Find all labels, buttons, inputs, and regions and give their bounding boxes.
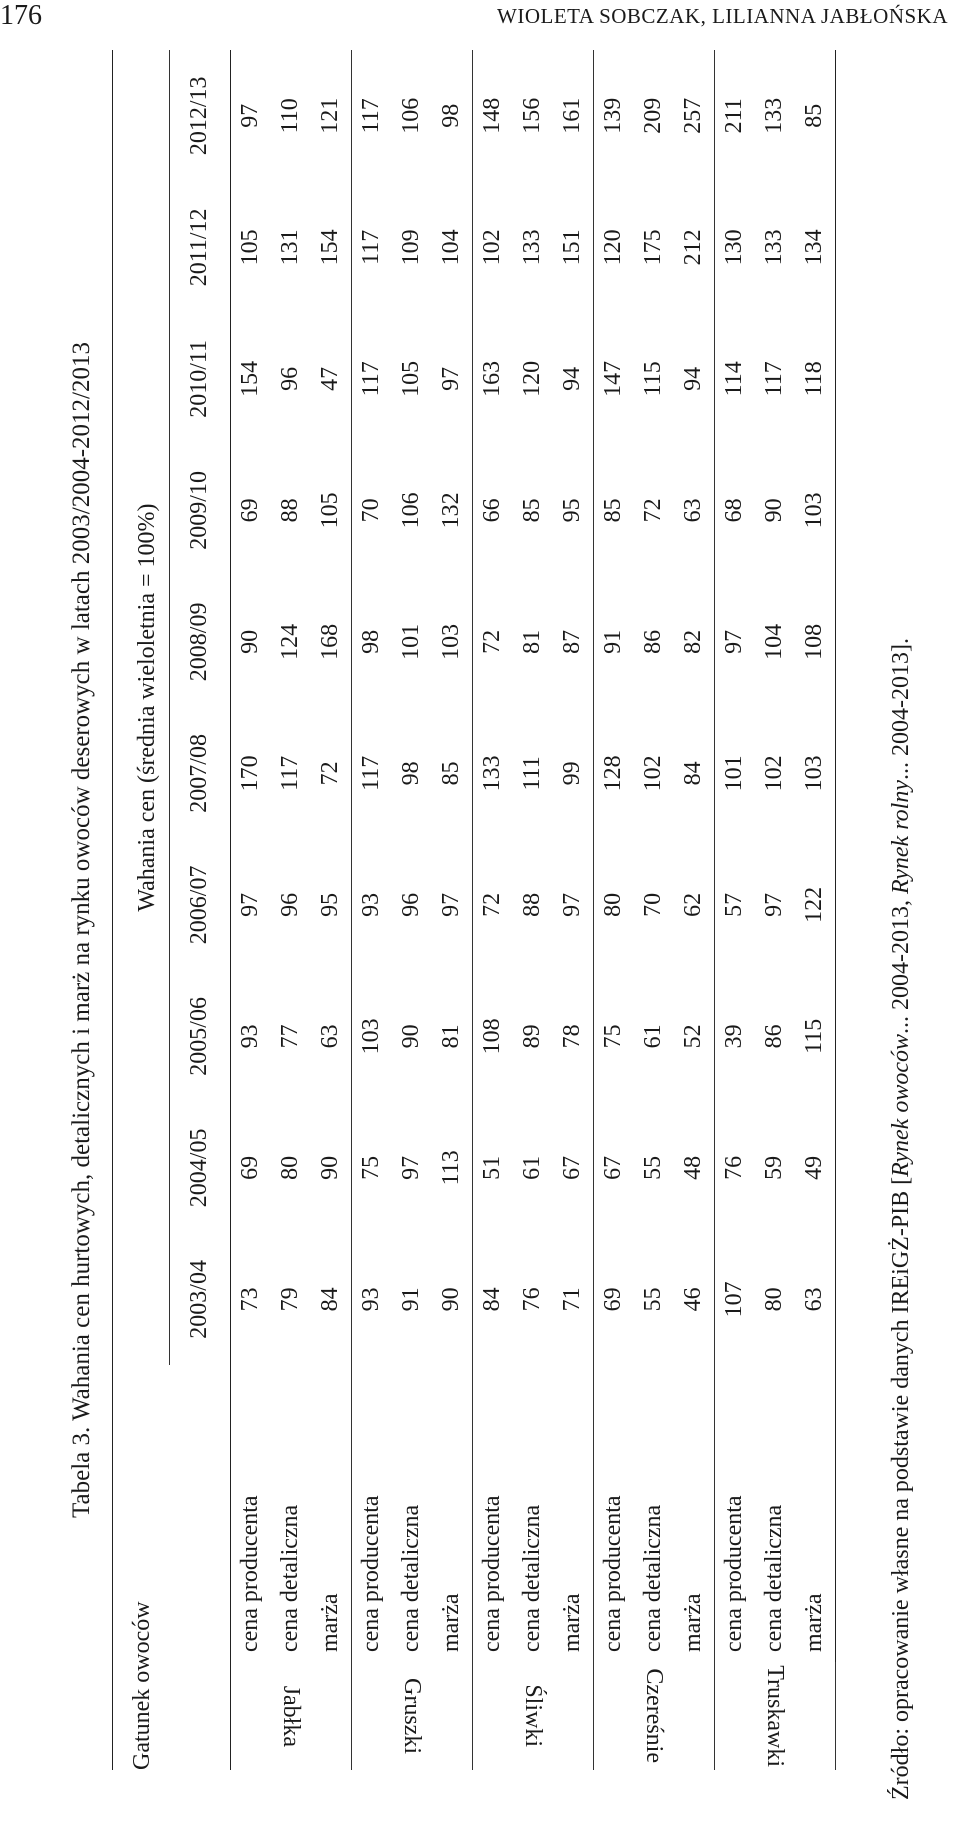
value-cell: 80	[277, 1155, 303, 1180]
value-cell: 161	[553, 50, 594, 182]
row-label: cena producenta	[237, 1495, 263, 1653]
table-row	[795, 50, 836, 1770]
row-label: marża	[432, 1365, 473, 1662]
value-cell: 154	[311, 182, 352, 314]
value-cell: 120	[600, 229, 626, 266]
value-cell: 72	[479, 892, 505, 917]
value-cell: 108	[479, 1018, 505, 1055]
value-cell: 97	[553, 839, 594, 971]
value-cell: 57	[721, 892, 747, 917]
row-label: cena producenta	[721, 1495, 747, 1653]
running-head: WIOLETA SOBCZAK, LILIANNA JABŁOŃSKA	[497, 4, 948, 28]
value-cell: 97	[398, 1155, 424, 1180]
value-cell: 72	[479, 629, 505, 654]
table-row	[714, 50, 755, 1770]
value-cell: 103	[432, 576, 473, 708]
value-cell: 80	[600, 892, 626, 917]
value-cell: 111	[519, 756, 545, 791]
value-cell: 96	[398, 892, 424, 917]
row-label: marża	[795, 1365, 836, 1662]
value-cell: 52	[674, 971, 715, 1103]
row-label: cena detaliczna	[519, 1504, 545, 1653]
value-cell: 95	[553, 445, 594, 577]
value-cell: 94	[674, 313, 715, 445]
value-cell: 84	[311, 1234, 352, 1366]
value-cell: 117	[277, 755, 303, 791]
value-cell: 103	[795, 445, 836, 577]
value-cell: 115	[640, 361, 666, 397]
value-cell: 59	[761, 1155, 787, 1180]
value-cell: 51	[479, 1155, 505, 1180]
value-cell: 151	[553, 182, 594, 314]
source-suffix: ... 2004-2013].	[888, 638, 914, 781]
value-cell: 93	[237, 1024, 263, 1049]
value-cell: 55	[640, 1287, 666, 1312]
table-row	[432, 50, 473, 1770]
value-cell: 117	[358, 229, 384, 265]
value-cell: 104	[761, 623, 787, 660]
value-cell: 91	[398, 1287, 424, 1312]
fruit-label: Gruszki	[399, 1678, 425, 1755]
value-cell: 114	[721, 361, 747, 397]
value-cell: 132	[432, 445, 473, 577]
fruit-label-cell	[714, 1662, 835, 1770]
fruit-label-cell	[351, 1662, 472, 1770]
table-row	[593, 50, 634, 1770]
value-cell: 133	[479, 755, 505, 792]
year-header: 2005/06	[169, 971, 230, 1103]
fruit-label: Śliwki	[520, 1684, 546, 1748]
value-cell: 77	[277, 1024, 303, 1049]
value-cell: 90	[761, 498, 787, 523]
value-cell: 124	[277, 623, 303, 660]
value-cell: 107	[721, 1281, 747, 1318]
rotated-table-page	[48, 60, 928, 1800]
row-label: cena detaliczna	[277, 1504, 303, 1653]
value-cell: 94	[553, 313, 594, 445]
fruit-label: Truskawki	[762, 1665, 788, 1767]
value-cell: 163	[479, 360, 505, 397]
value-cell: 96	[277, 366, 303, 391]
value-cell: 148	[479, 97, 505, 134]
value-cell: 81	[432, 971, 473, 1103]
value-cell: 103	[358, 1018, 384, 1055]
row-label: marża	[674, 1365, 715, 1662]
value-cell: 85	[519, 498, 545, 523]
year-header: 2007/08	[169, 708, 230, 840]
year-header: 2008/09	[169, 576, 230, 708]
table-row	[634, 50, 674, 1770]
value-cell: 117	[761, 361, 787, 397]
value-cell: 120	[519, 360, 545, 397]
value-cell: 118	[795, 313, 836, 445]
value-cell: 55	[640, 1155, 666, 1180]
source-prefix: Źródło: opracowanie własne na podstawie danych IREiGŻ-PIB [	[888, 1176, 914, 1800]
value-cell: 86	[761, 1024, 787, 1049]
years-header-row	[169, 50, 230, 1770]
value-cell: 209	[640, 97, 666, 134]
value-cell: 88	[519, 892, 545, 917]
fruit-label: Jabłka	[278, 1685, 304, 1747]
value-cell: 63	[674, 445, 715, 577]
page-number: 176	[0, 0, 42, 31]
value-cell: 76	[519, 1287, 545, 1312]
value-cell: 67	[553, 1102, 594, 1234]
value-cell: 90	[398, 1024, 424, 1049]
value-cell: 85	[432, 708, 473, 840]
value-cell: 97	[237, 892, 263, 917]
value-cell: 139	[600, 97, 626, 134]
value-cell: 168	[311, 576, 352, 708]
value-cell: 90	[432, 1234, 473, 1366]
value-cell: 97	[761, 892, 787, 917]
value-cell: 103	[795, 708, 836, 840]
value-cell: 156	[519, 97, 545, 134]
years-header-spacer	[169, 1365, 230, 1770]
value-cell: 75	[358, 1155, 384, 1180]
value-cell: 48	[674, 1102, 715, 1234]
value-cell: 133	[519, 229, 545, 266]
value-cell: 86	[640, 629, 666, 654]
value-cell: 97	[432, 313, 473, 445]
value-cell: 76	[721, 1155, 747, 1180]
table-row	[351, 50, 392, 1770]
table-row	[513, 50, 553, 1770]
value-cell: 69	[600, 1287, 626, 1312]
value-cell: 115	[795, 971, 836, 1103]
value-cell: 72	[640, 498, 666, 523]
value-cell: 117	[358, 755, 384, 791]
value-cell: 130	[721, 229, 747, 266]
value-cell: 102	[761, 755, 787, 792]
value-cell: 78	[553, 971, 594, 1103]
value-cell: 69	[237, 498, 263, 523]
value-cell: 102	[479, 229, 505, 266]
value-cell: 147	[600, 360, 626, 397]
value-cell: 49	[795, 1102, 836, 1234]
value-cell: 128	[600, 755, 626, 792]
value-cell: 133	[761, 229, 787, 266]
value-cell: 80	[761, 1287, 787, 1312]
value-cell: 63	[795, 1234, 836, 1366]
value-cell: 47	[311, 313, 352, 445]
fruit-label-cell	[472, 1662, 593, 1770]
fruit-label-cell	[230, 1662, 351, 1770]
year-header: 2012/13	[169, 50, 230, 182]
value-cell: 110	[277, 98, 303, 134]
value-cell: 104	[432, 182, 473, 314]
row-label: cena producenta	[600, 1495, 626, 1653]
value-cell: 70	[640, 892, 666, 917]
source-mid: ... 2004-2013,	[888, 893, 914, 1034]
value-cell: 87	[553, 576, 594, 708]
value-cell: 105	[237, 229, 263, 266]
value-cell: 75	[600, 1024, 626, 1049]
price-fluctuation-table	[112, 50, 836, 1770]
value-cell: 97	[721, 629, 747, 654]
year-header: 2003/04	[169, 1234, 230, 1366]
year-header: 2011/12	[169, 182, 230, 314]
value-cell: 46	[674, 1234, 715, 1366]
value-cell: 90	[237, 629, 263, 654]
value-cell: 95	[311, 839, 352, 971]
value-cell: 154	[237, 360, 263, 397]
value-cell: 134	[795, 182, 836, 314]
value-cell: 101	[398, 623, 424, 660]
table-row	[271, 50, 311, 1770]
value-cell: 93	[358, 1287, 384, 1312]
value-cell: 106	[398, 492, 424, 529]
row-label: marża	[311, 1365, 352, 1662]
value-cell: 73	[237, 1287, 263, 1312]
value-cell: 121	[311, 50, 352, 182]
table-caption: Tabela 3. Wahania cen hurtowych, detalicznych i marż na rynku owoców deserowych w latach 2003/2004-2012/2013	[68, 342, 95, 1518]
year-header: 2006/07	[169, 839, 230, 971]
value-cell: 67	[600, 1155, 626, 1180]
value-cell: 96	[277, 892, 303, 917]
value-cell: 79	[277, 1287, 303, 1312]
value-cell: 82	[674, 576, 715, 708]
value-cell: 101	[721, 755, 747, 792]
table-row	[472, 50, 513, 1770]
value-cell: 61	[519, 1155, 545, 1180]
value-cell: 91	[600, 629, 626, 654]
value-cell: 211	[721, 98, 747, 134]
value-cell: 257	[674, 50, 715, 182]
row-label: cena detaliczna	[761, 1504, 787, 1653]
value-cell: 113	[432, 1102, 473, 1234]
value-cell: 212	[674, 182, 715, 314]
value-cell: 97	[237, 103, 263, 128]
value-cell: 70	[358, 498, 384, 523]
table-row	[230, 50, 271, 1770]
value-cell: 122	[795, 839, 836, 971]
table-row	[674, 50, 715, 1770]
fruit-label: Czereśnie	[641, 1668, 667, 1764]
value-cell: 133	[761, 97, 787, 134]
species-header: Gatunek owoców	[113, 1365, 170, 1770]
table-row	[553, 50, 594, 1770]
year-header: 2009/10	[169, 445, 230, 577]
value-cell: 117	[358, 98, 384, 134]
value-cell: 62	[674, 839, 715, 971]
value-cell: 39	[721, 1024, 747, 1049]
value-cell: 109	[398, 229, 424, 266]
value-cell: 170	[237, 755, 263, 792]
value-cell: 98	[398, 761, 424, 786]
value-cell: 84	[479, 1287, 505, 1312]
value-cell: 66	[479, 498, 505, 523]
row-label: cena producenta	[358, 1495, 384, 1653]
value-cell: 98	[432, 50, 473, 182]
value-cell: 102	[640, 755, 666, 792]
value-cell: 108	[795, 576, 836, 708]
row-label: cena producenta	[479, 1495, 505, 1653]
table-body	[230, 50, 835, 1770]
table-source	[888, 638, 915, 1800]
value-cell: 98	[358, 629, 384, 654]
group-header: Wahania cen (średnia wieloletnia = 100%)	[113, 50, 170, 1365]
row-label: cena detaliczna	[398, 1504, 424, 1653]
value-cell: 69	[237, 1155, 263, 1180]
row-label: marża	[553, 1365, 594, 1662]
source-title-2: Rynek rolny	[888, 780, 914, 894]
value-cell: 63	[311, 971, 352, 1103]
value-cell: 81	[519, 629, 545, 654]
value-cell: 97	[432, 839, 473, 971]
value-cell: 106	[398, 97, 424, 134]
value-cell: 131	[277, 229, 303, 266]
source-title-1: Rynek owoców	[888, 1033, 914, 1177]
value-cell: 72	[311, 708, 352, 840]
value-cell: 175	[640, 229, 666, 266]
fruit-label-cell	[593, 1662, 714, 1770]
table-row	[755, 50, 795, 1770]
value-cell: 89	[519, 1024, 545, 1049]
row-label: cena detaliczna	[640, 1504, 666, 1653]
value-cell: 93	[358, 892, 384, 917]
value-cell: 99	[553, 708, 594, 840]
value-cell: 68	[721, 498, 747, 523]
value-cell: 85	[795, 50, 836, 182]
value-cell: 85	[600, 498, 626, 523]
value-cell: 105	[311, 445, 352, 577]
year-header: 2004/05	[169, 1102, 230, 1234]
value-cell: 117	[358, 361, 384, 397]
value-cell: 88	[277, 498, 303, 523]
table-row	[392, 50, 432, 1770]
value-cell: 61	[640, 1024, 666, 1049]
value-cell: 105	[398, 360, 424, 397]
value-cell: 90	[311, 1102, 352, 1234]
table-row	[311, 50, 352, 1770]
value-cell: 71	[553, 1234, 594, 1366]
value-cell: 84	[674, 708, 715, 840]
year-header: 2010/11	[169, 313, 230, 445]
